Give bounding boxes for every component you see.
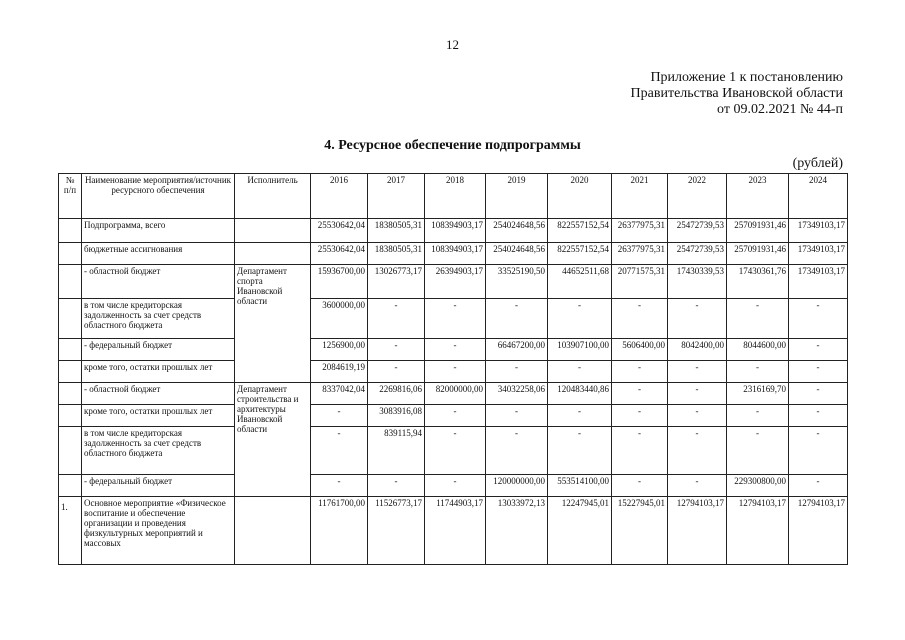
value-cell: - [486,361,548,383]
value-cell: - [311,427,368,475]
table-row [59,383,848,405]
value-cell: 25530642,04 [311,243,368,265]
value-cell: 2316169,70 [727,383,789,405]
value-cell: 82000000,00 [425,383,486,405]
value-cell: 15227945,01 [612,497,668,565]
header-year-2019: 2019 [486,174,548,219]
value-cell: 12794103,17 [668,497,727,565]
value-cell: 3600000,00 [311,299,368,339]
appendix-line-1: Приложение 1 к постановлению [650,70,843,85]
value-cell: 18380505,31 [368,243,425,265]
value-cell: 257091931,46 [727,243,789,265]
row-executor [235,497,311,565]
value-cell: 12794103,17 [789,497,848,565]
value-cell: - [425,339,486,361]
executor-construction: Департамент строительства и архитектуры Ивановской области [235,383,311,497]
table-row [59,361,848,383]
header-year-2021: 2021 [612,174,668,219]
value-cell: 25472739,53 [668,219,727,243]
value-cell: 8337042,04 [311,383,368,405]
value-cell: - [612,427,668,475]
row-name: - федеральный бюджет [82,475,235,497]
header-year-2020: 2020 [548,174,612,219]
table-row [59,475,848,497]
value-cell: - [548,361,612,383]
value-cell: - [789,361,848,383]
value-cell: 8044600,00 [727,339,789,361]
value-cell: 17430361,76 [727,265,789,299]
row-number [59,475,82,497]
header-year-2024: 2024 [789,174,848,219]
value-cell: 839115,94 [368,427,425,475]
value-cell: - [612,475,668,497]
value-cell: 11744903,17 [425,497,486,565]
value-cell: - [612,361,668,383]
value-cell: 66467200,00 [486,339,548,361]
value-cell: 822557152,54 [548,243,612,265]
table-row [59,427,848,475]
value-cell: - [368,299,425,339]
value-cell: - [789,383,848,405]
value-cell: 44652511,68 [548,265,612,299]
value-cell: - [668,361,727,383]
value-cell: 108394903,17 [425,243,486,265]
value-cell: - [789,427,848,475]
value-cell: 25472739,53 [668,243,727,265]
value-cell: 254024648,56 [486,219,548,243]
table-row [59,299,848,339]
value-cell: 2269816,06 [368,383,425,405]
value-cell: 13033972,13 [486,497,548,565]
row-name: кроме того, остатки прошлых лет [82,405,235,427]
value-cell: - [668,299,727,339]
value-cell: 108394903,17 [425,219,486,243]
executor-sport: Департамент спорта Ивановской области [235,265,311,383]
value-cell: 26394903,17 [425,265,486,299]
value-cell: - [486,299,548,339]
value-cell: 12794103,17 [727,497,789,565]
appendix-note [631,70,843,118]
table-row [59,339,848,361]
value-cell: - [668,405,727,427]
table-row [59,497,848,565]
value-cell: - [612,405,668,427]
value-cell: 17349103,17 [789,265,848,299]
value-cell: - [425,405,486,427]
header-year-2023: 2023 [727,174,789,219]
value-cell: 257091931,46 [727,219,789,243]
row-number [59,361,82,383]
row-name: бюджетные ассигнования [82,243,235,265]
table-row [59,243,848,265]
header-year-2018: 2018 [425,174,486,219]
resource-table [58,173,848,565]
row-name: Подпрограмма, всего [82,219,235,243]
value-cell: - [311,405,368,427]
value-cell: 2084619,19 [311,361,368,383]
header-year-2022: 2022 [668,174,727,219]
row-name: - областной бюджет [82,265,235,299]
page-number: 12 [446,37,459,52]
value-cell: 11526773,17 [368,497,425,565]
value-cell: 553514100,00 [548,475,612,497]
row-number [59,383,82,405]
value-cell: 1256900,00 [311,339,368,361]
value-cell: 120483440,86 [548,383,612,405]
value-cell: 5606400,00 [612,339,668,361]
value-cell: - [727,361,789,383]
row-number [59,265,82,299]
row-name: кроме того, остатки прошлых лет [82,361,235,383]
row-name: в том числе кредиторская задолженность за счет средств областного бюджета [82,427,235,475]
table-row [59,219,848,243]
header-executor: Исполнитель [235,174,311,219]
value-cell: - [486,405,548,427]
row-number: 1. [59,497,82,565]
value-cell: - [727,427,789,475]
header-name: Наименование мероприятия/источник ресурсного обеспечения [82,174,235,219]
value-cell: 20771575,31 [612,265,668,299]
value-cell: - [368,361,425,383]
header-year-2017: 2017 [368,174,425,219]
value-cell: - [425,427,486,475]
value-cell: 34032258,06 [486,383,548,405]
value-cell: - [789,339,848,361]
value-cell: 13026773,17 [368,265,425,299]
appendix-line-2: Правительства Ивановской области [630,86,843,101]
value-cell: - [612,383,668,405]
value-cell: 18380505,31 [368,219,425,243]
value-cell: - [425,475,486,497]
table-row [59,265,848,299]
value-cell: 11761700,00 [311,497,368,565]
header-year-2016: 2016 [311,174,368,219]
value-cell: 17349103,17 [789,219,848,243]
row-name: - областной бюджет [82,383,235,405]
value-cell: 17349103,17 [789,243,848,265]
value-cell: - [425,299,486,339]
value-cell: 229300800,00 [727,475,789,497]
value-cell: - [368,475,425,497]
value-cell: 25530642,04 [311,219,368,243]
value-cell: 822557152,54 [548,219,612,243]
value-cell: - [368,339,425,361]
value-cell: - [548,427,612,475]
value-cell: - [311,475,368,497]
value-cell: - [668,475,727,497]
value-cell: - [668,427,727,475]
table-header-row [59,174,848,219]
appendix-line-3: от 09.02.2021 № 44-п [717,102,843,117]
value-cell: 17430339,53 [668,265,727,299]
value-cell: 26377975,31 [612,219,668,243]
row-name: Основное мероприятие «Физическое воспитание и обеспечение организации и проведения физкультурных мероприятий и массовых [82,497,235,565]
table-row [59,405,848,427]
row-number [59,427,82,475]
value-cell: 3083916,08 [368,405,425,427]
value-cell: 26377975,31 [612,243,668,265]
row-number [59,339,82,361]
row-number [59,243,82,265]
value-cell: - [727,299,789,339]
row-executor [235,219,311,243]
row-number [59,405,82,427]
value-cell: - [668,383,727,405]
value-cell: 15936700,00 [311,265,368,299]
value-cell: 254024648,56 [486,243,548,265]
section-heading: 4. Ресурсное обеспечение подпрограммы [324,138,581,153]
row-number [59,219,82,243]
value-cell: - [612,299,668,339]
value-cell: - [789,475,848,497]
value-cell: 33525190,50 [486,265,548,299]
value-cell: - [425,361,486,383]
row-executor [235,243,311,265]
value-cell: 120000000,00 [486,475,548,497]
value-cell: - [548,299,612,339]
value-cell: - [548,405,612,427]
value-cell: 103907100,00 [548,339,612,361]
value-cell: - [486,427,548,475]
header-num: № п/п [59,174,82,219]
row-number [59,299,82,339]
value-cell: - [789,405,848,427]
value-cell: 12247945,01 [548,497,612,565]
value-cell: - [727,405,789,427]
unit-label: (рублей) [792,156,843,171]
value-cell: - [789,299,848,339]
row-name: в том числе кредиторская задолженность за счет средств областного бюджета [82,299,235,339]
row-name: - федеральный бюджет [82,339,235,361]
value-cell: 8042400,00 [668,339,727,361]
